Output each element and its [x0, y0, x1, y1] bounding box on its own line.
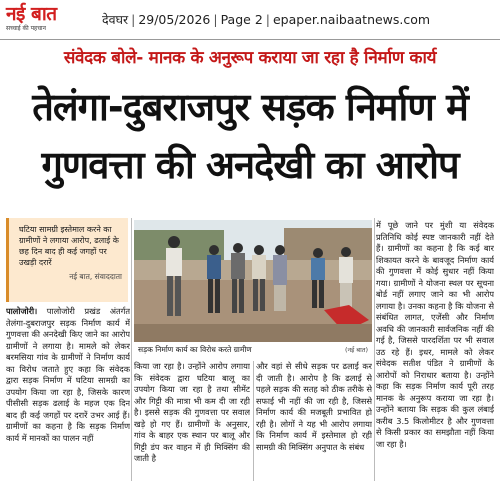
- story-kicker: संवेदक बोले- मानक के अनुरूप कराया जा रहा है निर्माण कार्य: [63, 48, 437, 68]
- article-text: पालोजोरी प्रखंड अंतर्गत तेलंगा-दुबराजपुर सड़क निर्माण कार्य में गुणवत्ता की अनदेखी किए जाने का आरोप ग्रामीणों ने लगाया है। मामले को लेकर बरमसिया गांव के ग्रामीणों ने निर्माण कार्य का विरोध जताते हुए कहा कि संवेदक द्वारा सड़क निर्माण में घटिया सामग्री का उपयोग किया जा रहा है, जिसके कारण पीसीसी सड़क ढलाई के महज एक दिन बाद ही कई जगहों पर दरारें उभर आई हैं। ग्रामीणों का कहना है कि सड़क निर्माण कार्य में मानकों का पालन नहीं: [6, 306, 130, 443]
- article-column-2: [134, 361, 250, 481]
- photo-caption-text: सड़क निर्माण कार्य का विरोध करते ग्रामीण: [138, 345, 252, 354]
- site-link[interactable]: epaper.naibaatnews.com: [272, 12, 431, 27]
- article-text: में पूछे जाने पर मुंशी या संवेदक प्रतिनिधि कोई स्पष्ट जानकारी नहीं देते हैं। ग्रामीणों का कहना है कि कई बार शिकायत करने के बावजूद निर्माण कार्य की गुणवत्ता में कोई सुधार नहीं किया गया। ग्रामीणों ने योजना स्थल पर सूचना बोर्ड नहीं लगाए जाने का भी आरोप लगाया है। उनका कहना है कि योजना से संबंधित लागत, एजेंसी और निर्माण अवधि की जानकारी सार्वजनिक नहीं की गई है, जिससे पारदर्शिता पर भी सवाल उठ रहे हैं। इधर, मामले को लेकर संवेदक सतीश पंडित ने ग्रामीणों के आरोपों को निराधार बताया है। उन्होंने कहा कि सड़क निर्माण कार्य पूरी तरह मानक के अनुरूप कराया जा रहा है। उन्होंने बताया कि सड़क की कुल लंबाई करीब 3.5 किलोमीटर है और गुणवत्ता से किसी प्रकार का समझौता नहीं किया जा रहा है।: [376, 220, 494, 449]
- logo-text: नई बात: [6, 3, 57, 25]
- article-text: किया जा रहा है। उन्होंने आरोप लगाया कि संवेदक द्वारा घटिया बालू का उपयोग किया जा रहा है तथा सीमेंट और गिट्टी की मात्रा भी कम दी जा रही है। इससे सड़क की गुणवत्ता पर सवाल खड़े हो गए हैं। ग्रामीणों के अनुसार, गांव के बाहर एक स्थान पर बालू और गिट्टी डंप कर वाहन में ही मिक्सिंग की जाती है: [134, 361, 250, 463]
- dateline: पालोजोरी।: [6, 306, 38, 316]
- masthead: [0, 0, 500, 40]
- pull-quote: [6, 218, 128, 302]
- story-headline: तेलंगा-दुबराजपुर सड़क निर्माण में गुणवत्ता की अनदेखी का आरोप: [32, 85, 468, 187]
- newspaper-logo[interactable]: [6, 3, 94, 37]
- column-divider: [131, 218, 132, 481]
- article-column-3: [256, 361, 372, 481]
- edition-city: देवघर: [102, 12, 129, 27]
- article-column-1: [6, 306, 130, 481]
- column-divider: [253, 361, 254, 481]
- page-number: Page 2: [220, 12, 263, 27]
- edition-date: 29/05/2026: [138, 12, 211, 27]
- separator: |: [213, 12, 218, 27]
- column-divider: [374, 218, 375, 481]
- logo-tagline: सच्चाई की पहचान: [6, 25, 46, 32]
- pull-quote-text: घटिया सामग्री इस्तेमाल करने का ग्रामीणों ने लगाया आरोप, ढलाई के छह दिन बाद ही कई जगहों पर उखड़ी दरारें: [19, 225, 119, 267]
- pull-quote-author: नई बात, संवाददाता: [69, 272, 122, 281]
- villagers-photo-illustration: [134, 220, 372, 342]
- separator: |: [265, 12, 270, 27]
- photo-caption: [134, 342, 372, 358]
- separator: |: [131, 12, 136, 27]
- article-text: और वहां से सीधे सड़क पर ढलाई कर दी जाती है। आरोप है कि ढलाई से पहले सड़क की सतह को ठीक तरीके से सफाई भी नहीं की जा रही है, जिससे निर्माण कार्य की मजबूती प्रभावित हो रही है। लोगों ने यह भी आरोप लगाया कि निर्माण कार्य में इस्तेमाल हो रही सामग्री की मिक्सिंग अनुपात के संबंध: [256, 361, 372, 452]
- article-column-4: [376, 220, 494, 481]
- story-photo[interactable]: [134, 220, 372, 342]
- photo-credit: (नई बात): [344, 346, 368, 354]
- edition-meta: [102, 11, 430, 28]
